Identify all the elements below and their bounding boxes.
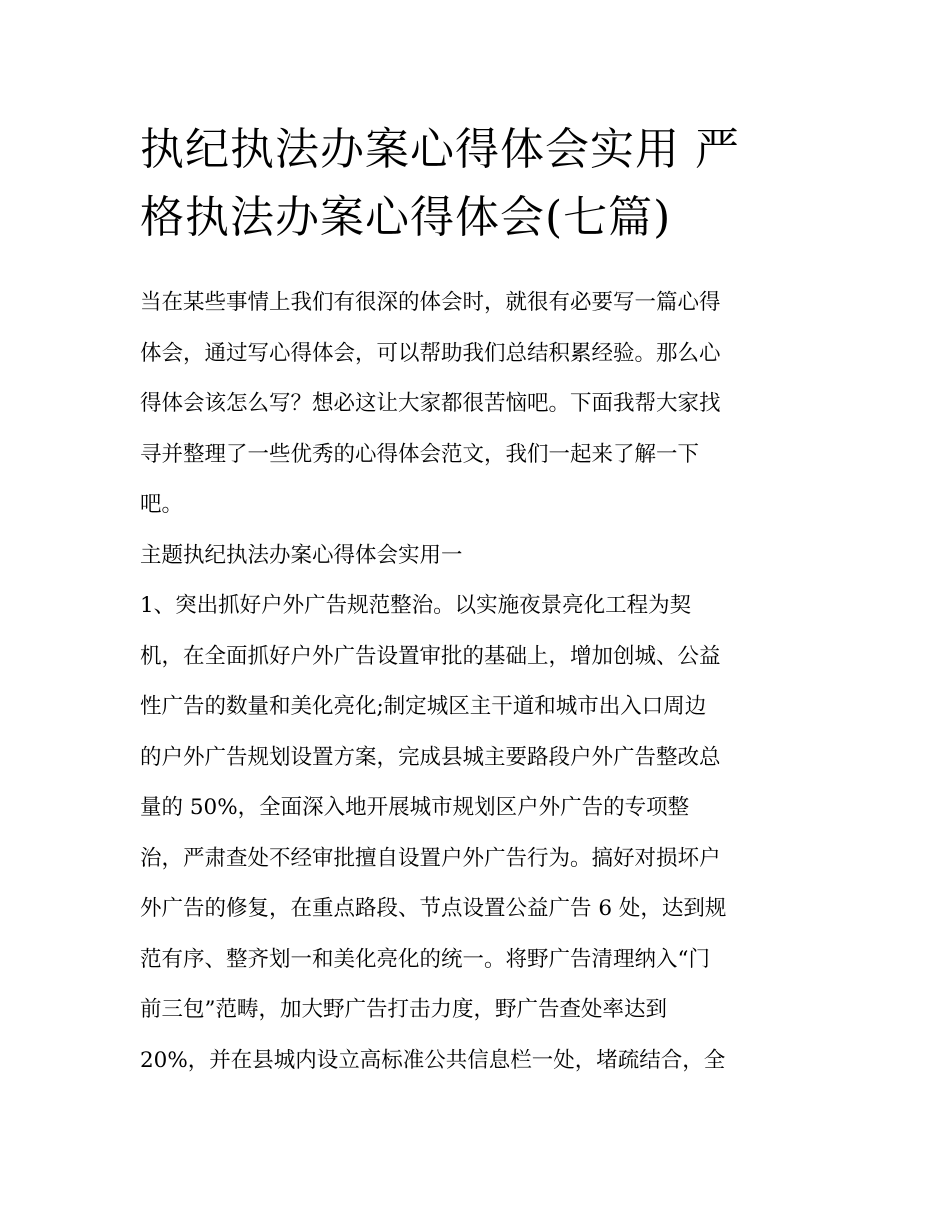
body-line: 外广告的修复，在重点路段、节点设置公益广告 6 处，达到规 xyxy=(140,896,727,921)
body-line: 的户外广告规划设置方案，完成县城主要路段户外广告整改总 xyxy=(140,744,721,770)
body-line: 当在某些事情上我们有很深的体会时，就很有必要写一篇心得 xyxy=(140,290,721,315)
body-line: 吧。 xyxy=(140,492,184,517)
body-line: 治，严肃查处不经审批擅自设置户外广告行为。搞好对损坏户 xyxy=(140,845,721,871)
body-line: 体会，通过写心得体会，可以帮助我们总结积累经验。那么心 xyxy=(140,340,721,366)
body-line: 寻并整理了一些优秀的心得体会范文，我们一起来了解一下 xyxy=(140,441,700,467)
title-line: 执纪执法办案心得体会实用 严 xyxy=(140,124,740,175)
body-line: 量的 50%，全面深入地开展城市规划区户外广告的专项整 xyxy=(140,795,690,820)
body-line: 得体会该怎么写？想必这让大家都很苦恼吧。下面我帮大家找 xyxy=(140,391,721,416)
body-line: 1、突出抓好户外广告规范整治。以实施夜景亮化工程为契 xyxy=(140,593,692,618)
document-body xyxy=(140,278,820,1086)
body-line: 20%，并在县城内设立高标准公共信息栏一处，堵疏结合，全 xyxy=(140,1047,726,1073)
body-line: 机，在全面抓好户外广告设置审批的基础上，增加创城、公益 xyxy=(140,643,721,669)
section-heading: 主题执纪执法办案心得体会实用一 xyxy=(140,542,463,568)
title-line: 格执法办案心得体会(七篇) xyxy=(140,192,672,243)
body-line: 前三包”范畴，加大野广告打击力度，野广告查处率达到 xyxy=(140,997,667,1022)
body-line: 范有序、整齐划一和美化亮化的统一。将野广告清理纳入“门 xyxy=(140,946,710,972)
document-title xyxy=(140,116,830,252)
body-line: 性广告的数量和美化亮化;制定城区主干道和城市出入口周边 xyxy=(140,694,707,719)
